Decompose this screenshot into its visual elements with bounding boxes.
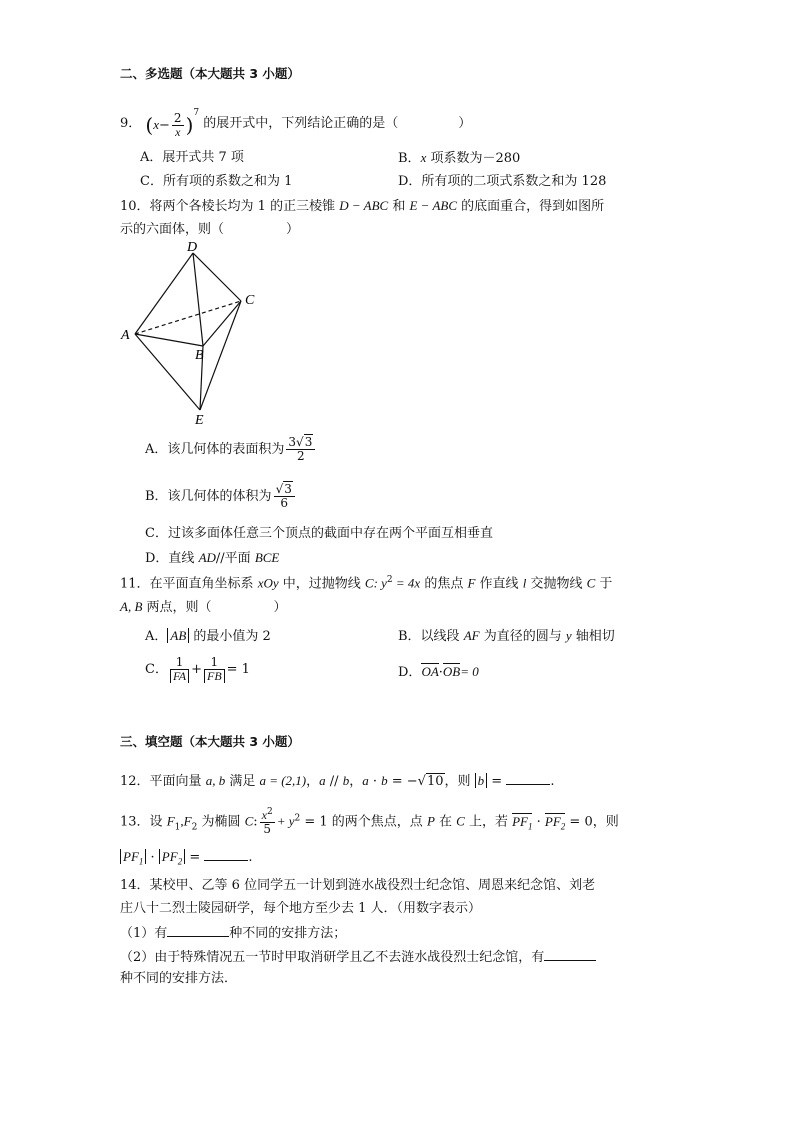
question-14-part-2: （2）由于特殊情况五一节时甲取消研学且乙不去涟水战役烈士纪念馆，有: [120, 948, 596, 966]
answer-blank[interactable]: [167, 924, 229, 937]
edge-AC-hidden: [135, 301, 241, 334]
answer-blank[interactable]: [544, 948, 596, 961]
section-heading-fill-in: 三、填空题（本大题共 3 小题）: [120, 734, 300, 749]
vertex-label-D: D: [187, 240, 198, 255]
question-13-line-1: 13．设 $F_1,F_2$ 为椭圆 C: $\frac{x^2}{5}$ + $y^2 = 1$ 的两个焦点，点 P 在 C 上，若 $PF_1 \cdot PF_2 = 0$，则: [120, 807, 619, 837]
question-14-line-2: 庄八十二烈士陵园研学，每个地方至少去 1 人．（用数字表示）: [120, 901, 482, 916]
q10-option-b: B．该几何体的体积为 $\frac{√3}{6}$: [145, 483, 297, 510]
vertex-label-C: C: [245, 293, 255, 308]
edge-BC: [203, 301, 241, 346]
binomial-expression: (x− $\frac{2}{x}$ )$^7$: [145, 108, 200, 139]
q11-option-b: B．以线段 AF 为直径的圆与 y 轴相切: [398, 628, 615, 644]
answer-blank[interactable]: [506, 772, 550, 785]
question-11-line-2: A, B 两点，则（ ）: [120, 599, 287, 615]
edge-AE: [135, 334, 200, 410]
question-13-line-2: $PF_1 \cdot PF_2$ = .: [120, 848, 253, 868]
q10-option-c: C．过该多面体任意三个顶点的截面中存在两个平面互相垂直: [145, 526, 493, 541]
question-10-line-2: 示的六面体，则（ ）: [120, 222, 300, 237]
question-14-part-1: （1）有 种不同的安排方法；: [120, 926, 347, 941]
answer-blank[interactable]: [204, 848, 248, 861]
q10-option-d: D．直线 AD//平面 BCE: [145, 550, 280, 566]
vertex-label-B: B: [195, 348, 204, 363]
question-stem: 的展开式中，下列结论正确的是（: [203, 116, 399, 132]
question-10-line-1: 10．将两个各棱长均为 1 的正三棱锥 D − ABC 和 E − ABC 的底面重合，得到如图所: [120, 198, 605, 214]
question-11-line-1: 11．在平面直角坐标系 xOy 中，过抛物线 C: $y^2 = 4x$ 的焦点 F 作直线 l 交抛物线 C 于: [120, 575, 613, 592]
q10-option-a: A．该几何体的表面积为 $\frac{3√3}{2}$: [145, 436, 317, 463]
question-9: 9． (x− $\frac{2}{x}$ )$^7$ 的展开式中，下列结论正确的是（ ）: [120, 108, 472, 139]
section-heading-multiple-choice: 二、多选题（本大题共 3 小题）: [120, 66, 300, 81]
q11-option-a: A． AB 的最小值为 2: [145, 628, 271, 644]
edge-DC: [193, 253, 241, 301]
edge-AD: [135, 253, 193, 334]
hexahedron-figure: [115, 240, 275, 430]
q9-option-c: C．所有项的系数之和为 1: [140, 174, 293, 189]
q11-option-d: D．OA·OB= 0: [398, 664, 479, 680]
q9-option-b: B．x 项系数为－280: [398, 150, 521, 166]
q11-option-c: C． $\frac{1}{FA}$ + $\frac{1}{FB}$ = 1: [145, 655, 250, 684]
vertex-label-E: E: [195, 413, 204, 428]
question-12: 12．平面向量 a, b 满足 a = (2,1)，a // b，a · b = −√10，则 b = .: [120, 773, 555, 789]
question-number: 9．: [120, 116, 142, 132]
q9-option-a: A．展开式共 7 项: [140, 150, 244, 165]
question-14-line-1: 14．某校甲、乙等 6 位同学五一计划到涟水战役烈士纪念馆、周恩来纪念馆、刘老: [120, 878, 596, 893]
question-14-part-2-cont: 种不同的安排方法．: [120, 971, 238, 986]
q9-option-d: D．所有项的二项式系数之和为 128: [398, 174, 607, 189]
edge-DB: [193, 253, 203, 346]
edge-AB: [135, 334, 203, 346]
vertex-label-A: A: [121, 328, 130, 343]
edge-CE: [200, 301, 241, 410]
